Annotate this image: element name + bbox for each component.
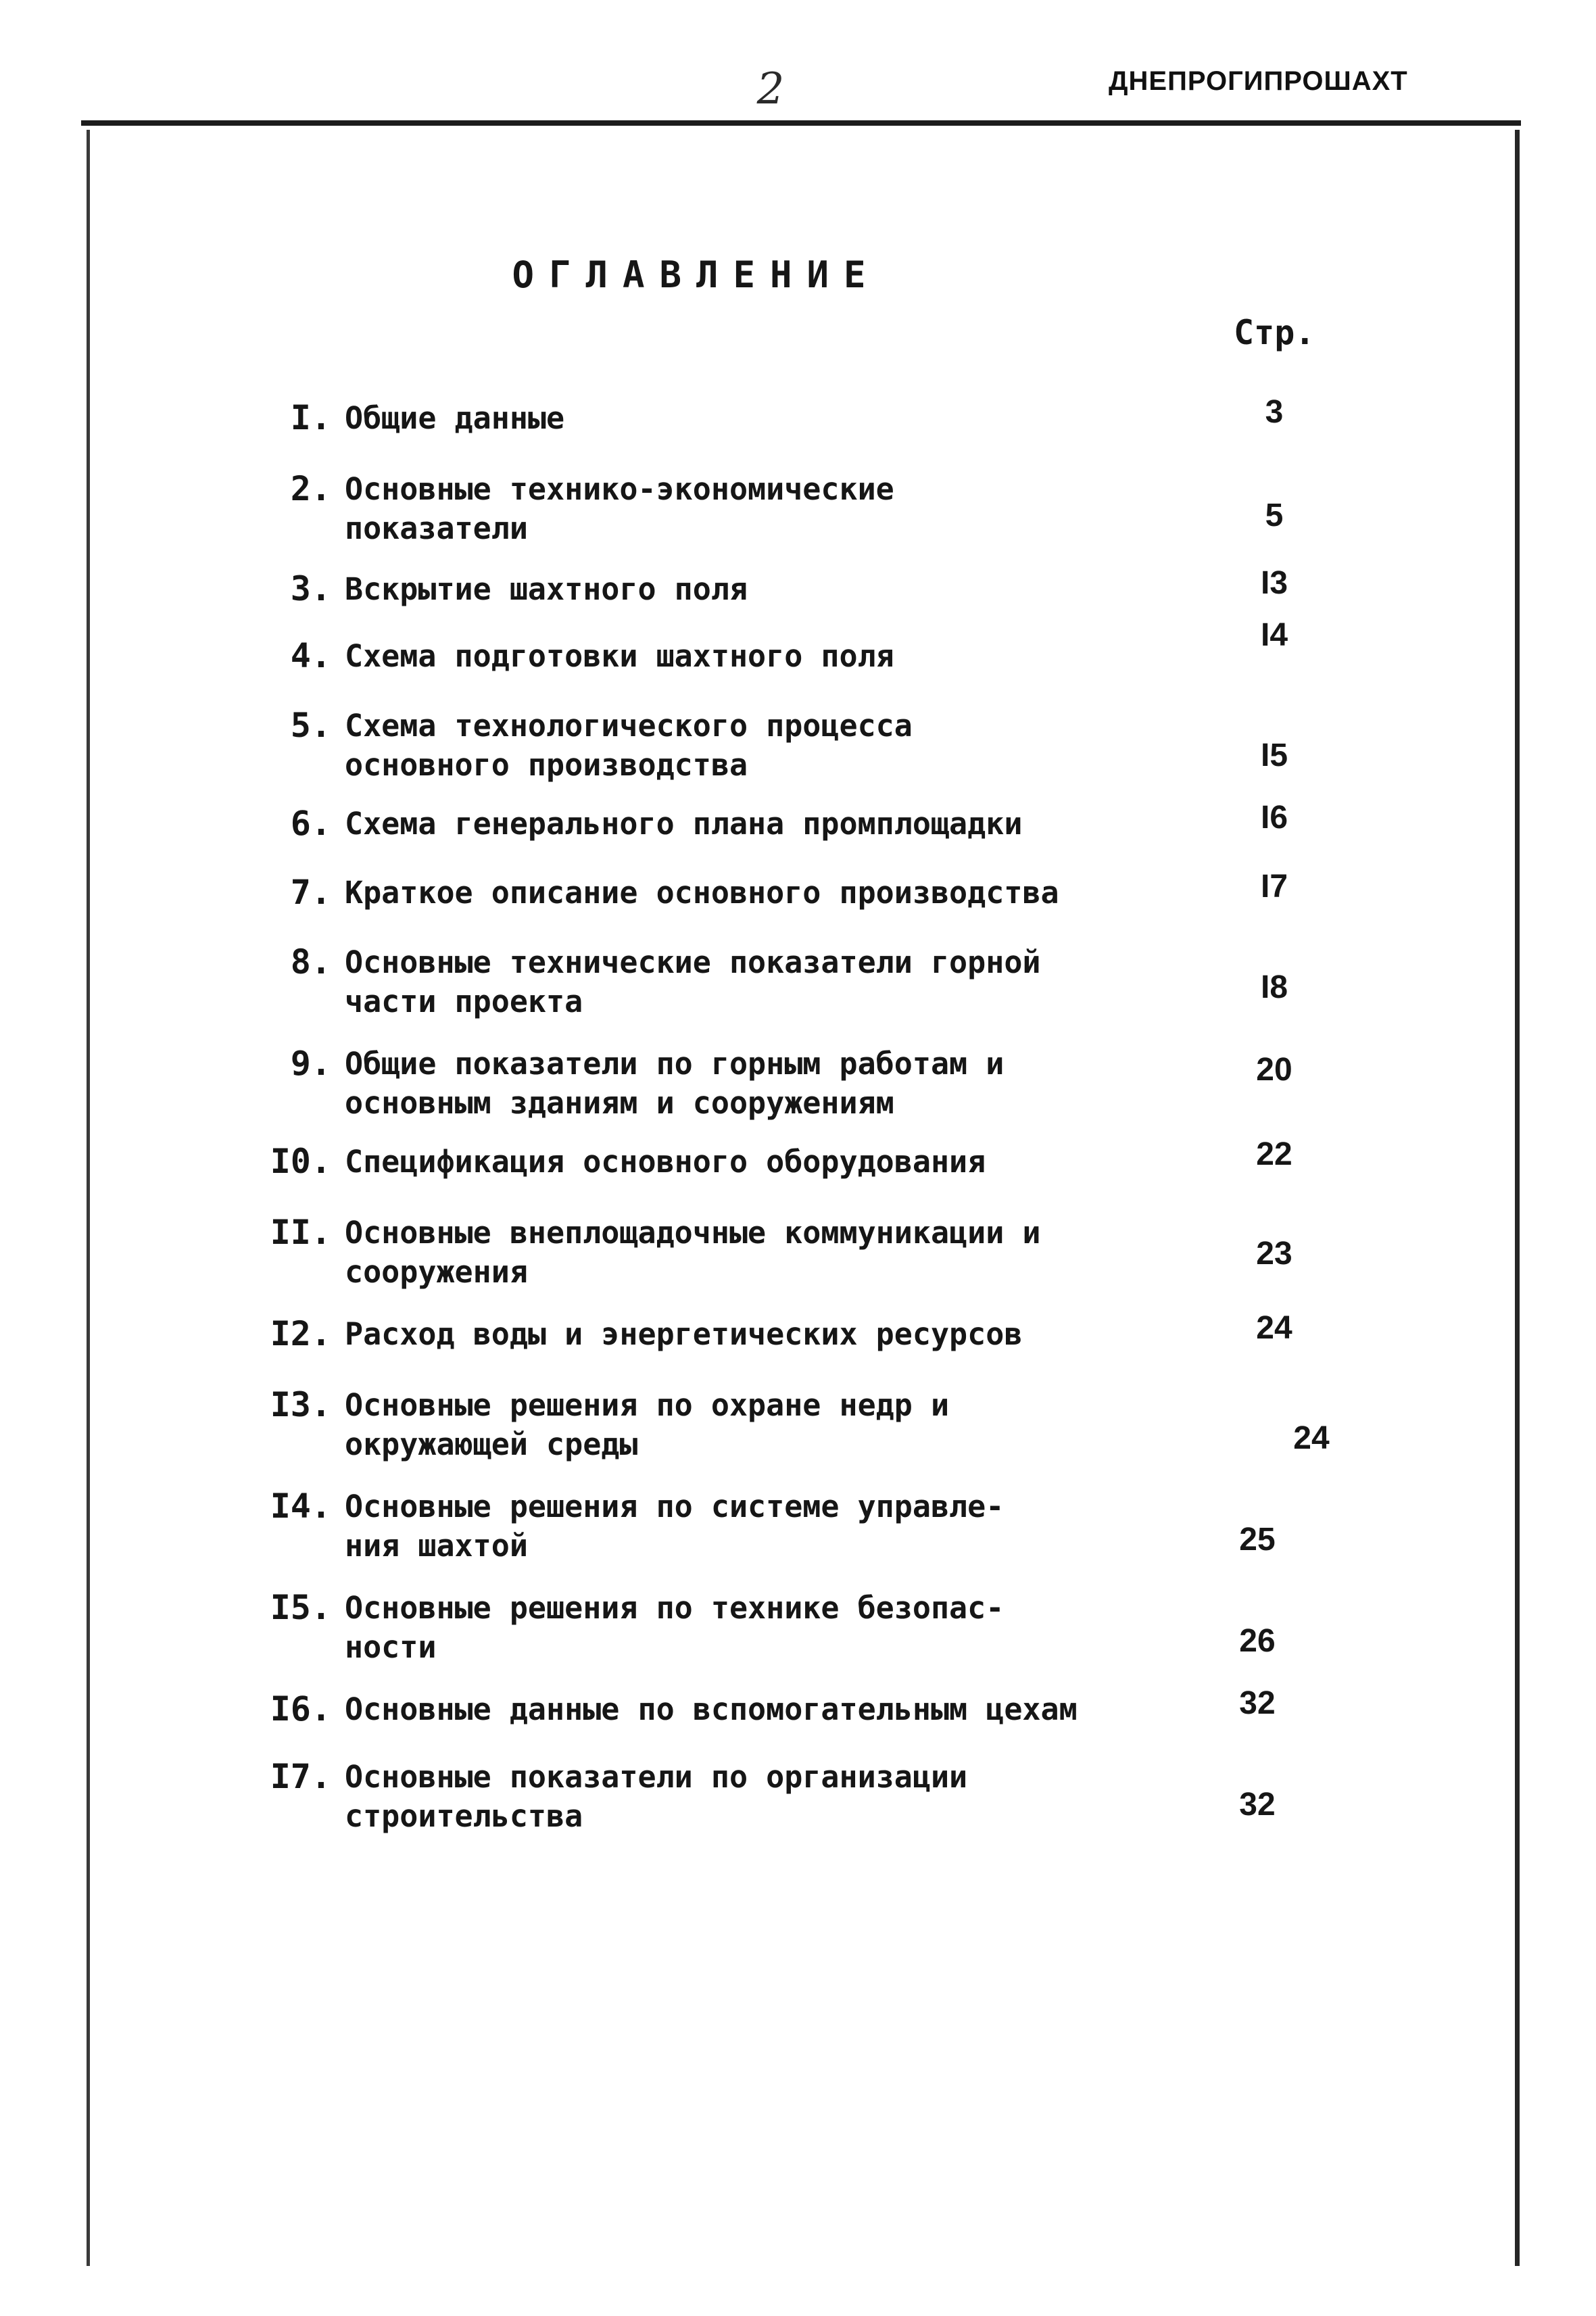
toc-entry-number: 3. bbox=[290, 569, 331, 608]
toc-entry-number: 4. bbox=[290, 636, 331, 675]
toc-entry-page: I8 bbox=[1260, 969, 1288, 1005]
toc-entry-page: 3 bbox=[1265, 394, 1284, 430]
toc-entry-page: 24 bbox=[1293, 1420, 1330, 1456]
toc-entry bbox=[247, 1758, 1396, 1845]
toc-entry-page: 5 bbox=[1265, 498, 1284, 533]
toc-entry-title: Основные решения по технике безопас- ности bbox=[345, 1590, 1005, 1665]
toc-entry-page: I6 bbox=[1260, 800, 1288, 836]
toc-entry-number: 2. bbox=[290, 469, 331, 508]
toc-entry-page: I3 bbox=[1260, 565, 1288, 601]
page-column-label: Стр. bbox=[1234, 313, 1315, 352]
toc-entry-number: 8. bbox=[290, 942, 331, 982]
toc-entry-page: I7 bbox=[1260, 869, 1288, 904]
toc-entry-title: Основные решения по охране недр и окружающей среды bbox=[345, 1387, 950, 1462]
toc-entry-number: 6. bbox=[290, 804, 331, 843]
toc-entry-title: Основные показатели по организации строительства bbox=[345, 1759, 968, 1834]
toc-entry-title: Основные данные по вспомогательным цехам bbox=[345, 1691, 1078, 1727]
toc-entry bbox=[247, 706, 1396, 794]
toc-entry bbox=[247, 1589, 1396, 1676]
toc-entry bbox=[247, 470, 1396, 558]
toc-entry-page: I4 bbox=[1260, 617, 1288, 653]
toc-entry-title: Вскрытие шахтного поля bbox=[345, 571, 748, 607]
toc-title: ОГЛАВЛЕНИЕ bbox=[512, 254, 881, 296]
toc-entry-page: 22 bbox=[1256, 1136, 1292, 1172]
toc-entry-number: I2. bbox=[270, 1314, 331, 1353]
toc-entry-number: I7. bbox=[270, 1757, 331, 1796]
toc-entry bbox=[247, 943, 1396, 1031]
toc-entry-number: I5. bbox=[270, 1588, 331, 1627]
toc-entry bbox=[247, 1044, 1396, 1132]
page-number: 2 bbox=[756, 64, 785, 114]
toc-entry-title: Расход воды и энергетических ресурсов bbox=[345, 1316, 1023, 1352]
organization-stamp: ДНЕПРОГИПРОШАХТ bbox=[1109, 66, 1408, 96]
toc-entry-title: Схема подготовки шахтного поля bbox=[345, 638, 894, 674]
toc-entry bbox=[247, 1386, 1396, 1474]
toc-entry-title: Схема генерального плана промплощадки bbox=[345, 806, 1023, 842]
toc-entry-title: Общие данные bbox=[345, 400, 565, 436]
toc-entry-page: 20 bbox=[1256, 1052, 1292, 1088]
toc-entry-title: Спецификация основного оборудования bbox=[345, 1144, 986, 1180]
toc-entry-page: 24 bbox=[1256, 1310, 1292, 1346]
toc-entry-number: 9. bbox=[290, 1044, 331, 1083]
toc-entry-number: 5. bbox=[290, 706, 331, 745]
toc-entry-page: 32 bbox=[1239, 1685, 1276, 1721]
toc-entry-number: I. bbox=[290, 398, 331, 437]
toc-entry-title: Общие показатели по горным работам и основным зданиям и сооружениям bbox=[345, 1046, 1005, 1121]
toc-entry-number: I0. bbox=[270, 1142, 331, 1181]
toc-entry-title: Основные внеплощадочные коммуникации и сооружения bbox=[345, 1215, 1041, 1290]
toc-entry-number: 7. bbox=[290, 873, 331, 912]
toc-entry-number: I6. bbox=[270, 1689, 331, 1729]
toc-entry-number: I4. bbox=[270, 1487, 331, 1526]
toc-entry-title: Краткое описание основного производства bbox=[345, 875, 1059, 911]
top-rule bbox=[81, 120, 1521, 126]
toc-entry-title: Основные технико-экономические показатели bbox=[345, 471, 894, 546]
toc-entry-page: 32 bbox=[1239, 1787, 1276, 1823]
toc-entry-number: II. bbox=[270, 1213, 331, 1252]
toc-entry-title: Основные технические показатели горной части проекта bbox=[345, 944, 1041, 1019]
toc-entry-page: 23 bbox=[1256, 1236, 1292, 1272]
toc-entry-number: I3. bbox=[270, 1385, 331, 1424]
toc-entry-page: 26 bbox=[1239, 1623, 1276, 1659]
toc-entry bbox=[247, 1213, 1396, 1301]
toc-entry-title: Основные решения по системе управле- ния шахтой bbox=[345, 1489, 1005, 1564]
toc-entry bbox=[247, 1487, 1396, 1575]
toc-entry-page: 25 bbox=[1239, 1522, 1276, 1558]
toc-entry-page: I5 bbox=[1260, 738, 1288, 773]
toc-entry-title: Схема технологического процесса основного производства bbox=[345, 708, 913, 783]
